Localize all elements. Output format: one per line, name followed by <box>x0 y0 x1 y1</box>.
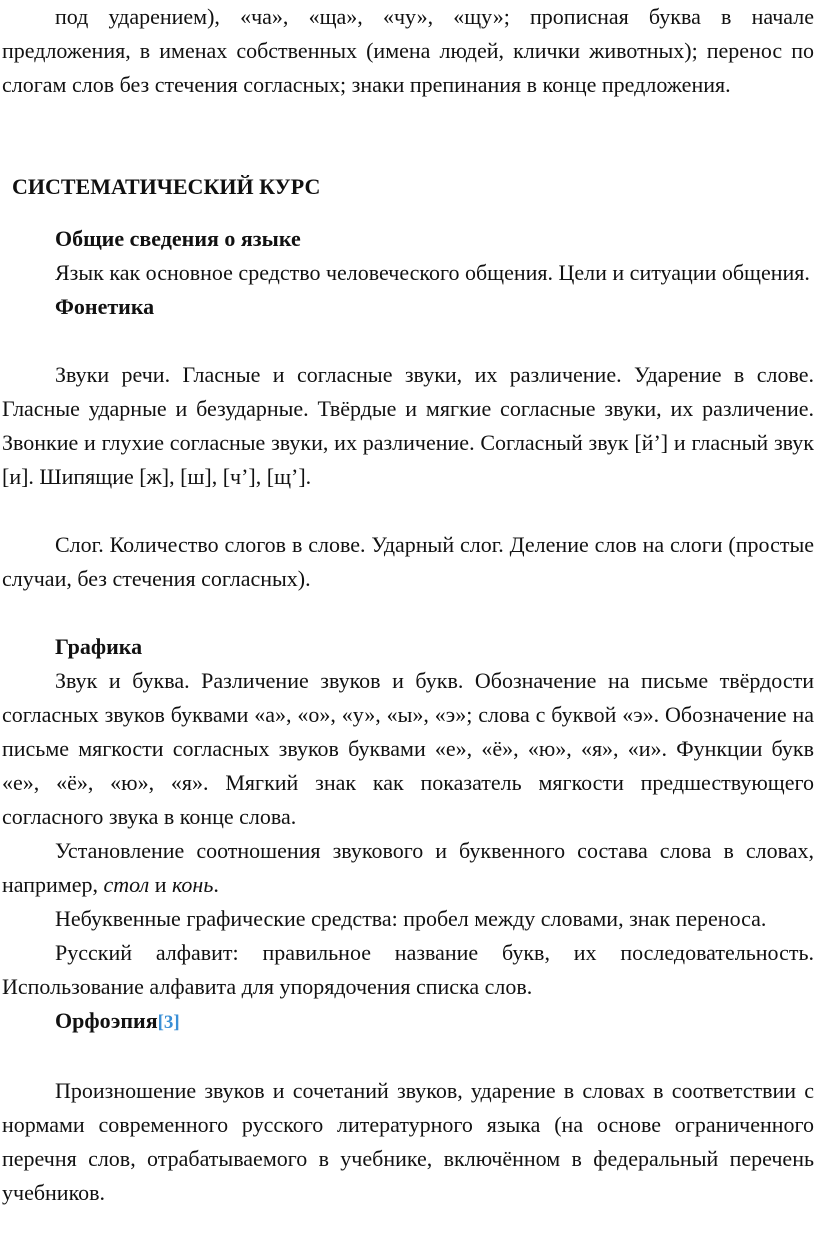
spacer <box>2 102 814 170</box>
orthoepy-heading-text: Орфоэпия <box>55 1008 158 1033</box>
period: . <box>213 872 219 897</box>
graphics-paragraph-2 <box>2 834 814 902</box>
orthoepy-heading <box>2 1004 814 1040</box>
graphics-heading: Графика <box>55 634 143 659</box>
spacer <box>2 324 814 358</box>
orthoepy-paragraph-1: Произношение звуков и сочетаний звуков, ударение в словах в соответствии с нормами современного русского литературного языка (на основе ограниченного перечня слов, отрабатываемого в учебнике, включённом в федеральный перечень учебников. <box>2 1078 814 1205</box>
section-title: СИСТЕМАТИЧЕСКИЙ КУРС <box>12 174 321 199</box>
conjunction: и <box>149 872 172 897</box>
phonetics-paragraph-1: Звуки речи. Гласные и согласные звуки, их различение. Ударение в слове. Гласные ударные и безударные. Твёрдые и мягкие согласные звуки, их различение. Звонкие и глухие согласные звуки, их различение. Согласный звук [й’] и гласный звук [и]. Шипящие [ж], [ш], [ч’], [щ’]. <box>2 362 814 489</box>
graphics-paragraph-4: Русский алфавит: правильное название букв, их последовательность. Использование алфавита для упорядочения списка слов. <box>2 940 814 999</box>
example-word-kon: конь <box>171 872 214 897</box>
graphics-paragraph-1: Звук и буква. Различение звуков и букв. Обозначение на письме твёрдости согласных звуков буквами «а», «о», «у», «ы», «э»; слова с буквой «э». Обозначение на письме мягкости согласных звуков буквами «е», «ё», «ю», «я», «и». Функции букв «е», «ё», «ю», «я». Мягкий знак как показатель мягкости предшествующего согласного звука в конце слова. <box>2 668 814 829</box>
graphics-paragraph-3: Небуквенные графические средства: пробел между словами, знак переноса. <box>55 906 767 931</box>
general-heading: Общие сведения о языке <box>55 226 301 251</box>
phonetics-paragraph-2: Слог. Количество слогов в слове. Ударный слог. Деление слов на слоги (простые случаи, без стечения согласных). <box>2 532 814 591</box>
spacer <box>2 596 814 630</box>
intro-paragraph-end: под ударением), «ча», «ща», «чу», «щу»; прописная буква в начале предложения, в именах собственных (имена людей, клички животных); перенос по слогам слов без стечения согласных; знаки препинания в конце предложения. <box>2 4 814 97</box>
spacer <box>2 1040 814 1074</box>
footnote-reference-link[interactable]: [3] <box>157 1012 180 1033</box>
general-text: Язык как основное средство человеческого общения. Цели и ситуации общения. <box>55 260 810 285</box>
graphics-paragraph-2-text: Установление соотношения звукового и буквенного состава слова в словах, например, <box>2 838 814 897</box>
spacer <box>2 494 814 528</box>
phonetics-heading: Фонетика <box>55 294 155 319</box>
example-word-stol: стол <box>103 872 150 897</box>
spacer <box>2 204 814 222</box>
